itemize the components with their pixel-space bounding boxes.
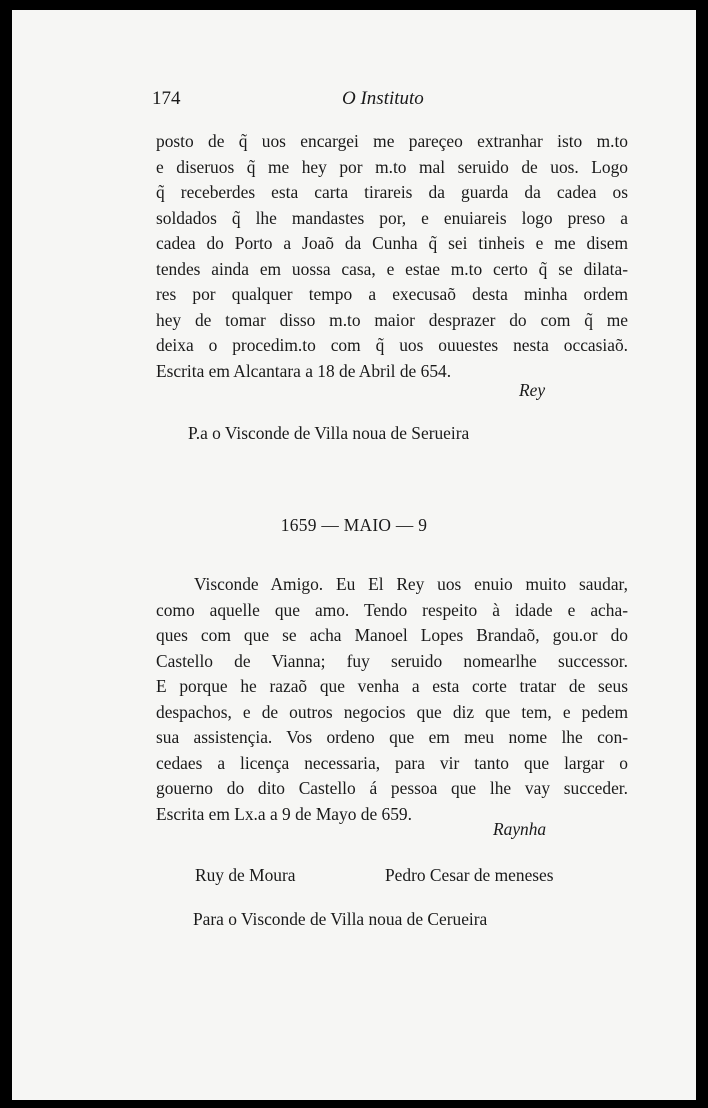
signatory-name: Ruy de Moura — [195, 865, 296, 885]
text-line: Castello de Vianna; fuy seruido nomearlhe successor. — [156, 650, 628, 671]
text-line: res por qualquer tempo a execusaõ desta minha ordem — [156, 284, 628, 304]
document-page — [12, 10, 696, 1100]
text-line: ques com que se acha Manoel Lopes Brandaõ, gou.or do — [156, 625, 628, 645]
text-line: hey de tomar disso m.to maior desprazer do com q̃ me — [156, 309, 628, 330]
signatory-name: Pedro Cesar de meneses — [385, 865, 554, 885]
text-line: e diseruos q̃ me hey por m.to mal seruido de uos. Logo — [156, 156, 628, 177]
text-line: cedaes a licença necessaria, para vir tanto que largar o — [156, 752, 628, 773]
text-line: posto de q̃ uos encargei me pareçeo extranhar isto m.to — [156, 131, 628, 151]
text-line: E porque he razaõ que venha a esta corte tratar de seus — [156, 676, 628, 696]
letter-1-signature: Rey — [519, 380, 546, 400]
text-line: q̃ receberdes esta carta tirareis da guarda da cadea os — [156, 182, 628, 202]
letter-2-date-heading: 1659 — MAIO — 9 — [280, 515, 428, 535]
text-line: como aquelle que amo. Tendo respeito à idade e acha- — [156, 599, 628, 620]
text-line: cadea do Porto a Joaõ da Cunha q̃ sei tinheis e me disem — [156, 233, 628, 253]
text-line: Visconde Amigo. Eu El Rey uos enuio muito saudar, — [194, 574, 628, 594]
letter-2-signature: Raynha — [493, 819, 547, 839]
text-line: despachos, e de outros negocios que diz que tem, e pedem — [156, 701, 628, 722]
letter-1-addressee: P.a o Visconde de Villa noua de Serueira — [188, 423, 470, 443]
text-line: gouerno do dito Castello á pessoa que lhe vay succeder. — [156, 778, 628, 798]
text-line: sua assistençia. Vos ordeno que em meu nome lhe con- — [156, 727, 628, 747]
text-line: Escrita em Alcantara a 18 de Abril de 654. — [156, 360, 452, 381]
page-number: 174 — [152, 88, 181, 109]
letter-2-addressee: Para o Visconde de Villa noua de Cerueira — [193, 909, 488, 929]
letter-2-body — [156, 572, 628, 827]
page-header — [152, 88, 556, 112]
letter-1-body — [156, 129, 628, 384]
text-line: tendes ainda em uossa casa, e estae m.to certo q̃ se dilata- — [156, 258, 628, 279]
text-line: Escrita em Lx.a a 9 de Mayo de 659. — [156, 803, 412, 824]
text-line: soldados q̃ lhe mandastes por, e enuiareis logo preso a — [156, 207, 628, 228]
text-line: deixa o procedim.to com q̃ uos ouuestes nesta occasiaõ. — [156, 335, 628, 355]
running-title: O Instituto — [342, 88, 424, 109]
